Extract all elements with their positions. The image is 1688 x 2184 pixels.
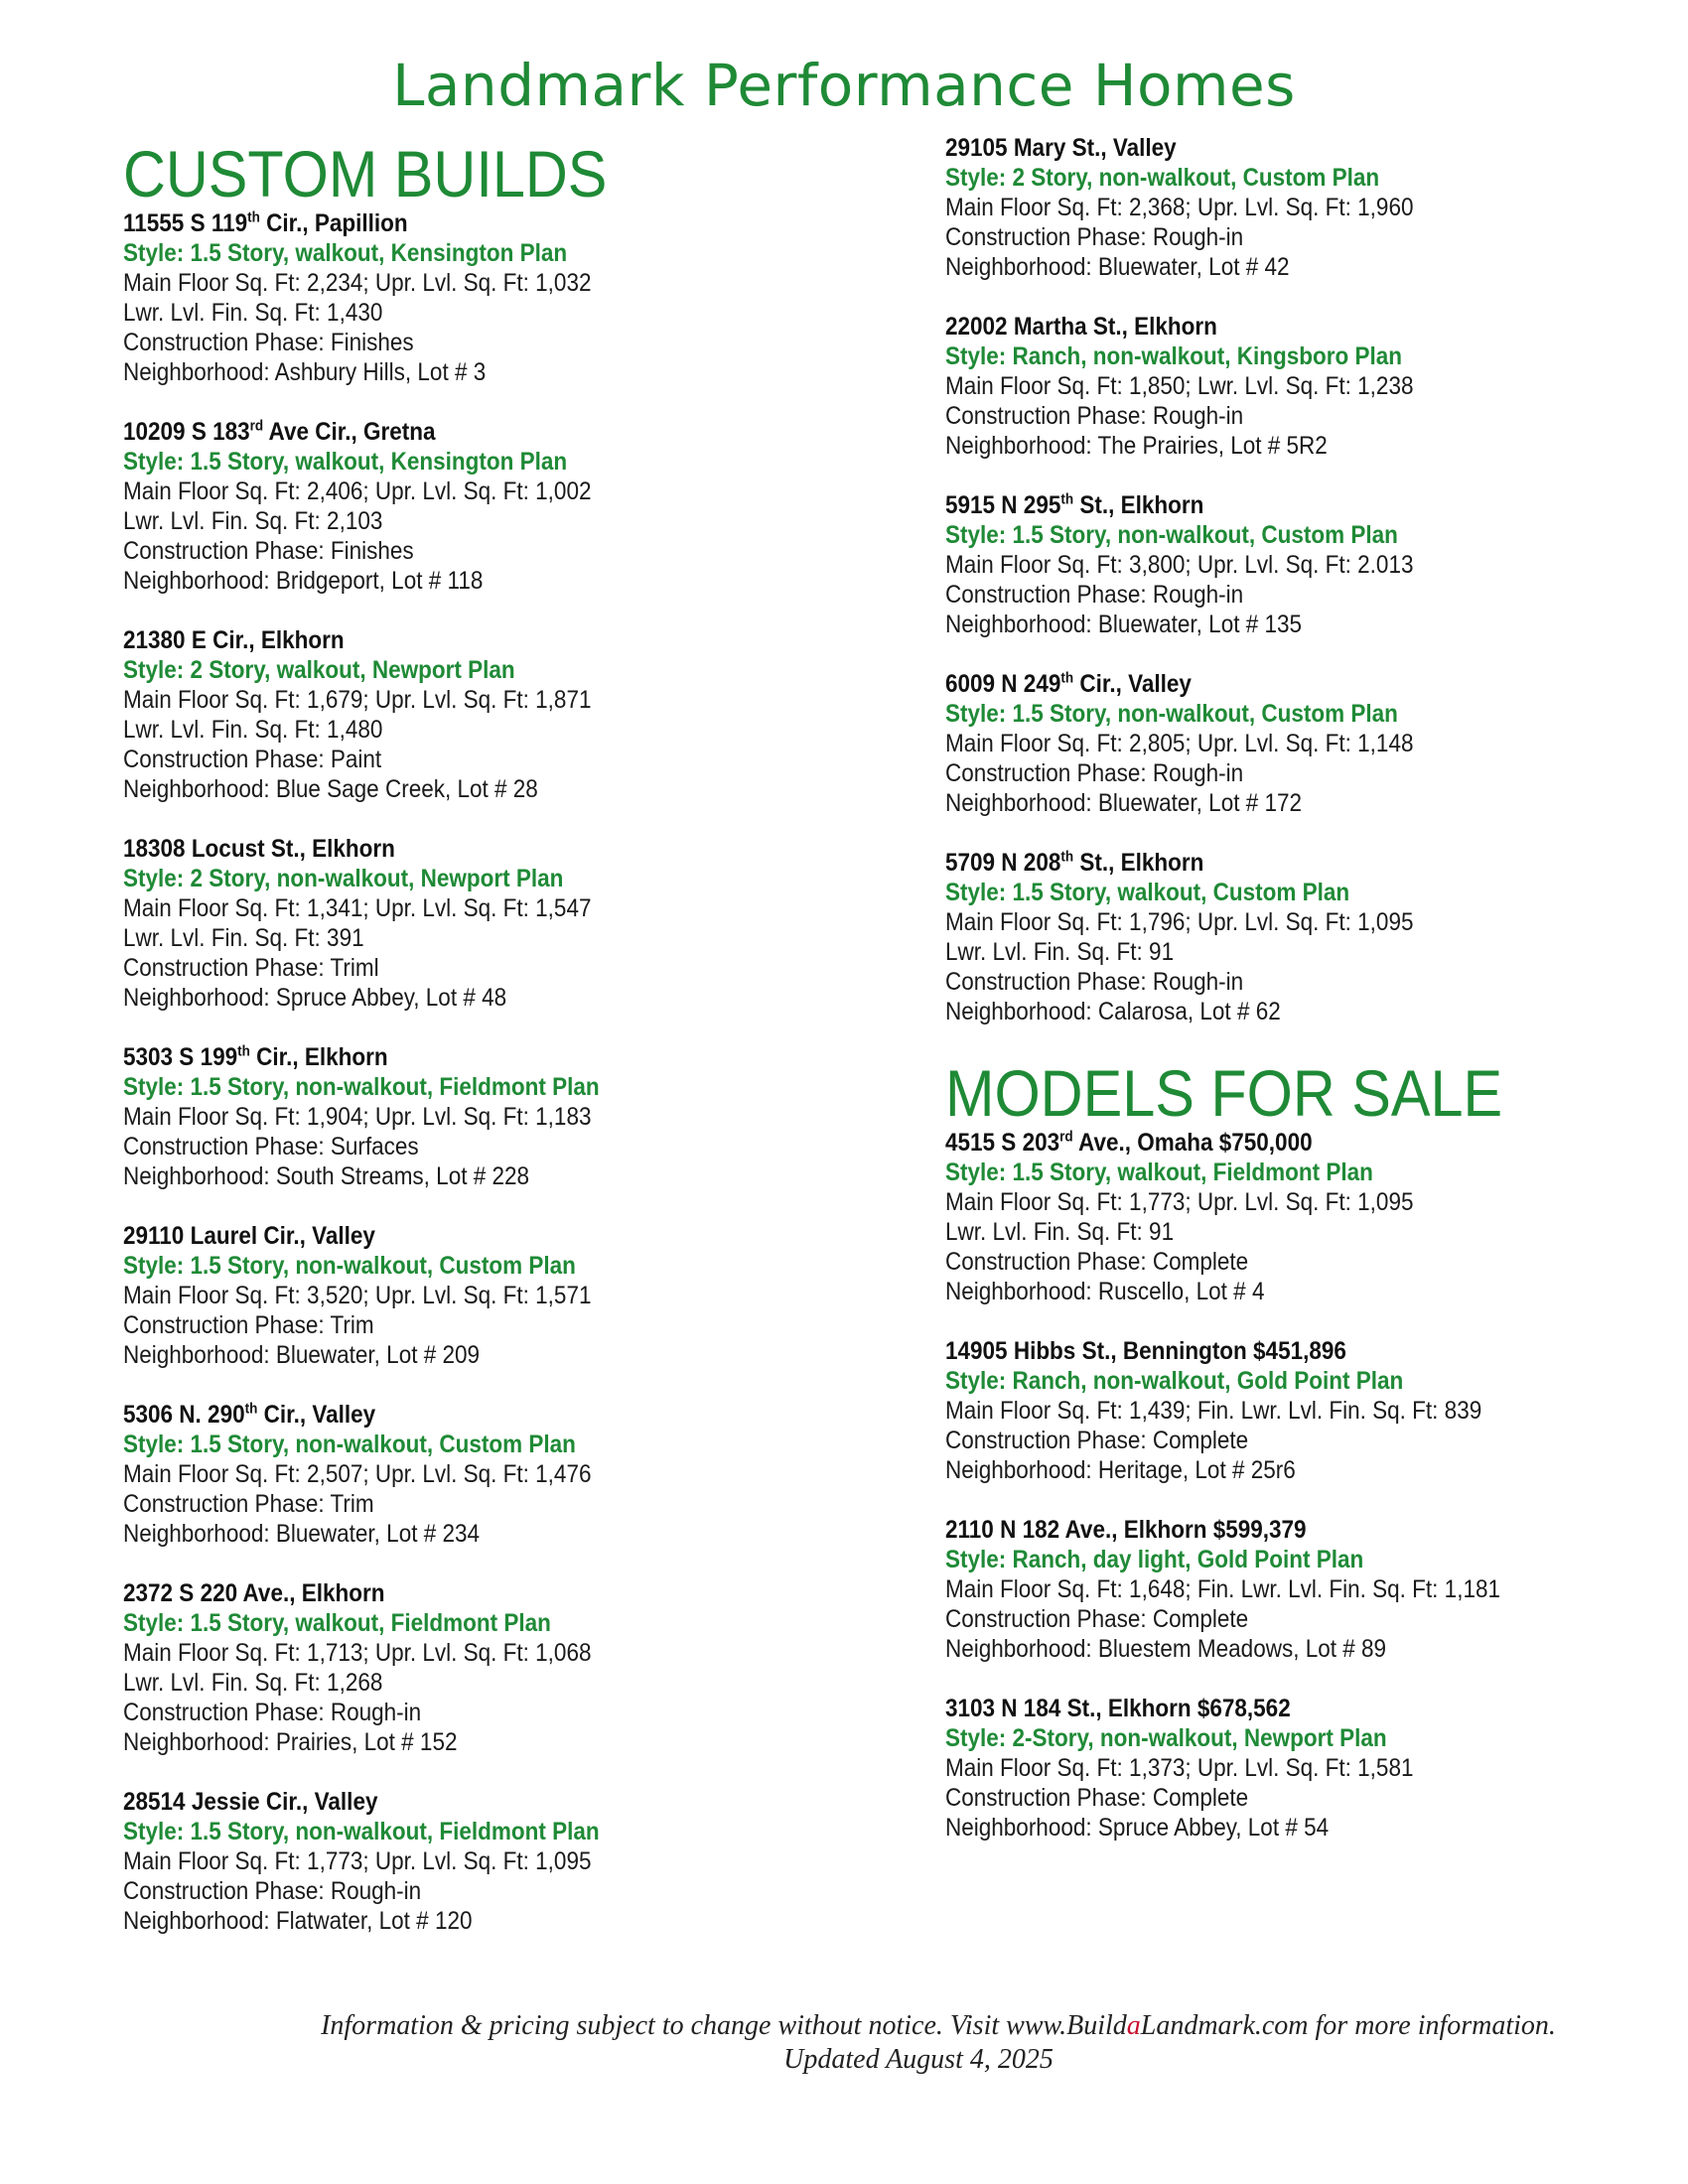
listing-detail: Main Floor Sq. Ft: 1,341; Upr. Lvl. Sq. Ft: 1,547 (123, 894, 592, 922)
listing-detail: Construction Phase: Complete (945, 1605, 1249, 1633)
footer-disclaimer-line: Information & pricing subject to change without notice. Visit www.BuildaLandmark.com for more information. (321, 2010, 1556, 2041)
listing-detail: Neighborhood: Bluestem Meadows, Lot # 89 (945, 1635, 1387, 1663)
listing-style: Style: 2 Story, non-walkout, Custom Plan (945, 164, 1380, 192)
listing-address: 28514 Jessie Cir., Valley (123, 1788, 378, 1816)
listing (945, 133, 1640, 282)
listing-style: Style: 1.5 Story, walkout, Custom Plan (945, 879, 1350, 906)
listing-detail: Neighborhood: Bluewater, Lot # 209 (123, 1341, 481, 1369)
listing-detail: Lwr. Lvl. Fin. Sq. Ft: 1,268 (123, 1669, 383, 1697)
listing-detail: Neighborhood: Blue Sage Creek, Lot # 28 (123, 775, 538, 803)
listing-address: 5709 N 208th St., Elkhorn (945, 848, 1204, 877)
listing-detail: Construction Phase: Rough-in (945, 968, 1244, 996)
listing-detail: Main Floor Sq. Ft: 1,679; Upr. Lvl. Sq. Ft: 1,871 (123, 686, 592, 714)
listing-address: 18308 Locust St., Elkhorn (123, 835, 395, 863)
listing-detail: Construction Phase: Rough-in (945, 223, 1244, 251)
listing-style: Style: Ranch, non-walkout, Kingsboro Plan (945, 342, 1403, 370)
listing-style: Style: 1.5 Story, non-walkout, Custom Plan (945, 521, 1398, 549)
listing (123, 208, 778, 387)
listing-detail: Neighborhood: The Prairies, Lot # 5R2 (945, 432, 1328, 460)
listing-style: Style: 1.5 Story, non-walkout, Custom Plan (945, 700, 1398, 728)
listing-address: 5303 S 199th Cir., Elkhorn (123, 1042, 388, 1071)
listing-detail: Neighborhood: South Streams, Lot # 228 (123, 1162, 530, 1190)
listing-style: Style: 1.5 Story, walkout, Kensington Plan (123, 448, 568, 476)
page-title: Landmark Performance Homes (392, 52, 1296, 119)
listing-detail: Main Floor Sq. Ft: 1,773; Upr. Lvl. Sq. Ft: 1,095 (945, 1188, 1414, 1216)
listing-detail: Main Floor Sq. Ft: 1,773; Upr. Lvl. Sq. Ft: 1,095 (123, 1847, 592, 1875)
listing-detail: Neighborhood: Flatwater, Lot # 120 (123, 1907, 473, 1935)
footer-disclaimer (0, 2009, 1688, 2077)
models-list (945, 1128, 1640, 1843)
listing (123, 1400, 778, 1549)
listing (945, 669, 1640, 818)
updated-date: Updated August 4, 2025 (783, 2044, 1054, 2075)
listing-detail: Construction Phase: Triml (123, 954, 379, 982)
listing (945, 1694, 1640, 1843)
listing-detail: Construction Phase: Finishes (123, 537, 414, 565)
listing-detail: Construction Phase: Trim (123, 1490, 374, 1518)
listing-address: 29105 Mary St., Valley (945, 134, 1177, 162)
listing-style: Style: Ranch, non-walkout, Gold Point Plan (945, 1367, 1404, 1395)
listing (123, 625, 778, 804)
custom-builds-list (123, 208, 778, 1936)
listing-detail: Neighborhood: Bluewater, Lot # 135 (945, 611, 1303, 638)
listing-detail: Main Floor Sq. Ft: 1,373; Upr. Lvl. Sq. Ft: 1,581 (945, 1754, 1414, 1782)
listing-detail: Construction Phase: Rough-in (123, 1877, 422, 1905)
listing (123, 834, 778, 1013)
listing-detail: Neighborhood: Spruce Abbey, Lot # 48 (123, 984, 507, 1012)
listing (945, 490, 1640, 639)
listing-detail: Lwr. Lvl. Fin. Sq. Ft: 91 (945, 938, 1175, 966)
listing-style: Style: 1.5 Story, non-walkout, Custom Plan (123, 1431, 576, 1458)
listing-address: 5915 N 295th St., Elkhorn (945, 490, 1204, 519)
listing-detail: Construction Phase: Paint (123, 746, 382, 773)
listing-style: Style: Ranch, day light, Gold Point Plan (945, 1546, 1364, 1573)
listing-address: 2110 N 182 Ave., Elkhorn $599,379 (945, 1516, 1307, 1544)
listing-address: 14905 Hibbs St., Bennington $451,896 (945, 1337, 1346, 1365)
listing-detail: Neighborhood: Bluewater, Lot # 234 (123, 1520, 481, 1548)
listing-detail: Construction Phase: Trim (123, 1311, 374, 1339)
listing-detail: Construction Phase: Complete (945, 1427, 1249, 1454)
custom-builds-heading: CUSTOM BUILDS (123, 137, 608, 210)
listing-detail: Main Floor Sq. Ft: 2,234; Upr. Lvl. Sq. Ft: 1,032 (123, 269, 592, 297)
listing-address: 29110 Laurel Cir., Valley (123, 1222, 375, 1250)
right-column (945, 133, 1640, 1872)
listing-detail: Neighborhood: Heritage, Lot # 25r6 (945, 1456, 1296, 1484)
listing-detail: Main Floor Sq. Ft: 2,406; Upr. Lvl. Sq. Ft: 1,002 (123, 478, 592, 505)
listing-detail: Construction Phase: Finishes (123, 329, 414, 356)
listing-detail: Main Floor Sq. Ft: 3,800; Upr. Lvl. Sq. Ft: 2.013 (945, 551, 1414, 579)
listing (123, 1221, 778, 1370)
listing-address: 3103 N 184 St., Elkhorn $678,562 (945, 1695, 1291, 1722)
listing-detail: Neighborhood: Ruscello, Lot # 4 (945, 1278, 1265, 1305)
listing (123, 1578, 778, 1757)
listing-detail: Construction Phase: Rough-in (945, 581, 1244, 609)
listing-detail: Neighborhood: Spruce Abbey, Lot # 54 (945, 1814, 1330, 1842)
listing-address: 4515 S 203rd Ave., Omaha $750,000 (945, 1128, 1313, 1157)
listing-address: 22002 Martha St., Elkhorn (945, 313, 1217, 341)
listing (945, 1336, 1640, 1485)
listing-style: Style: 2-Story, non-walkout, Newport Plan (945, 1724, 1387, 1752)
models-for-sale-heading: MODELS FOR SALE (945, 1056, 1503, 1130)
listing-detail: Neighborhood: Prairies, Lot # 152 (123, 1728, 458, 1756)
listing-detail: Main Floor Sq. Ft: 2,368; Upr. Lvl. Sq. Ft: 1,960 (945, 194, 1414, 221)
listing-style: Style: 1.5 Story, walkout, Fieldmont Plan (945, 1159, 1373, 1186)
listing-detail: Main Floor Sq. Ft: 1,796; Upr. Lvl. Sq. Ft: 1,095 (945, 908, 1414, 936)
listing-style: Style: 1.5 Story, walkout, Kensington Plan (123, 239, 568, 267)
listing-detail: Construction Phase: Surfaces (123, 1133, 419, 1160)
listing-detail: Main Floor Sq. Ft: 1,439; Fin. Lwr. Lvl. Fin. Sq. Ft: 839 (945, 1397, 1482, 1425)
listing-detail: Construction Phase: Complete (945, 1248, 1249, 1276)
listing-detail: Main Floor Sq. Ft: 3,520; Upr. Lvl. Sq. Ft: 1,571 (123, 1282, 592, 1309)
listing-detail: Neighborhood: Bluewater, Lot # 172 (945, 789, 1303, 817)
listing-address: 2372 S 220 Ave., Elkhorn (123, 1579, 385, 1607)
listing-address: 10209 S 183rd Ave Cir., Gretna (123, 417, 436, 446)
listing-style: Style: 1.5 Story, non-walkout, Fieldmont Plan (123, 1818, 600, 1845)
logo-accent-letter: a (1126, 2010, 1141, 2041)
listing-style: Style: 1.5 Story, non-walkout, Fieldmont Plan (123, 1073, 600, 1101)
listing-detail: Construction Phase: Complete (945, 1784, 1249, 1812)
listing-detail: Neighborhood: Bridgeport, Lot # 118 (123, 567, 484, 595)
listing-detail: Lwr. Lvl. Fin. Sq. Ft: 1,430 (123, 299, 383, 327)
listing-address: 6009 N 249th Cir., Valley (945, 669, 1192, 698)
listing-detail: Neighborhood: Bluewater, Lot # 42 (945, 253, 1290, 281)
listing-detail: Neighborhood: Ashbury Hills, Lot # 3 (123, 358, 487, 386)
listing-address: 5306 N. 290th Cir., Valley (123, 1400, 376, 1429)
listing-detail: Lwr. Lvl. Fin. Sq. Ft: 2,103 (123, 507, 383, 535)
listing-detail: Neighborhood: Calarosa, Lot # 62 (945, 998, 1281, 1025)
listing (945, 312, 1640, 461)
listing-style: Style: 2 Story, walkout, Newport Plan (123, 656, 515, 684)
listing-style: Style: 2 Story, non-walkout, Newport Plan (123, 865, 564, 892)
left-column (123, 137, 778, 1966)
listing-detail: Construction Phase: Rough-in (123, 1699, 422, 1726)
listing (945, 1128, 1640, 1306)
listing (945, 848, 1640, 1026)
listing-detail: Construction Phase: Rough-in (945, 402, 1244, 430)
listing (123, 1787, 778, 1936)
listing-style: Style: 1.5 Story, walkout, Fieldmont Plan (123, 1609, 551, 1637)
custom-builds-list-continued (945, 133, 1640, 1026)
listing-detail: Lwr. Lvl. Fin. Sq. Ft: 1,480 (123, 716, 383, 744)
listing-detail: Lwr. Lvl. Fin. Sq. Ft: 391 (123, 924, 364, 952)
listing (123, 417, 778, 596)
listing-detail: Construction Phase: Rough-in (945, 759, 1244, 787)
listing (945, 1515, 1640, 1664)
listing-detail: Main Floor Sq. Ft: 1,648; Fin. Lwr. Lvl. Fin. Sq. Ft: 1,181 (945, 1575, 1500, 1603)
listing-detail: Main Floor Sq. Ft: 1,713; Upr. Lvl. Sq. Ft: 1,068 (123, 1639, 592, 1667)
listing-detail: Main Floor Sq. Ft: 2,507; Upr. Lvl. Sq. Ft: 1,476 (123, 1460, 592, 1488)
listing-detail: Main Floor Sq. Ft: 1,850; Lwr. Lvl. Sq. Ft: 1,238 (945, 372, 1414, 400)
listing-address: 11555 S 119th Cir., Papillion (123, 208, 408, 237)
listing-style: Style: 1.5 Story, non-walkout, Custom Plan (123, 1252, 576, 1280)
listing-detail: Lwr. Lvl. Fin. Sq. Ft: 91 (945, 1218, 1175, 1246)
listing (123, 1042, 778, 1191)
listing-detail: Main Floor Sq. Ft: 1,904; Upr. Lvl. Sq. Ft: 1,183 (123, 1103, 592, 1131)
listing-detail: Main Floor Sq. Ft: 2,805; Upr. Lvl. Sq. Ft: 1,148 (945, 730, 1414, 757)
listing-address: 21380 E Cir., Elkhorn (123, 626, 345, 654)
